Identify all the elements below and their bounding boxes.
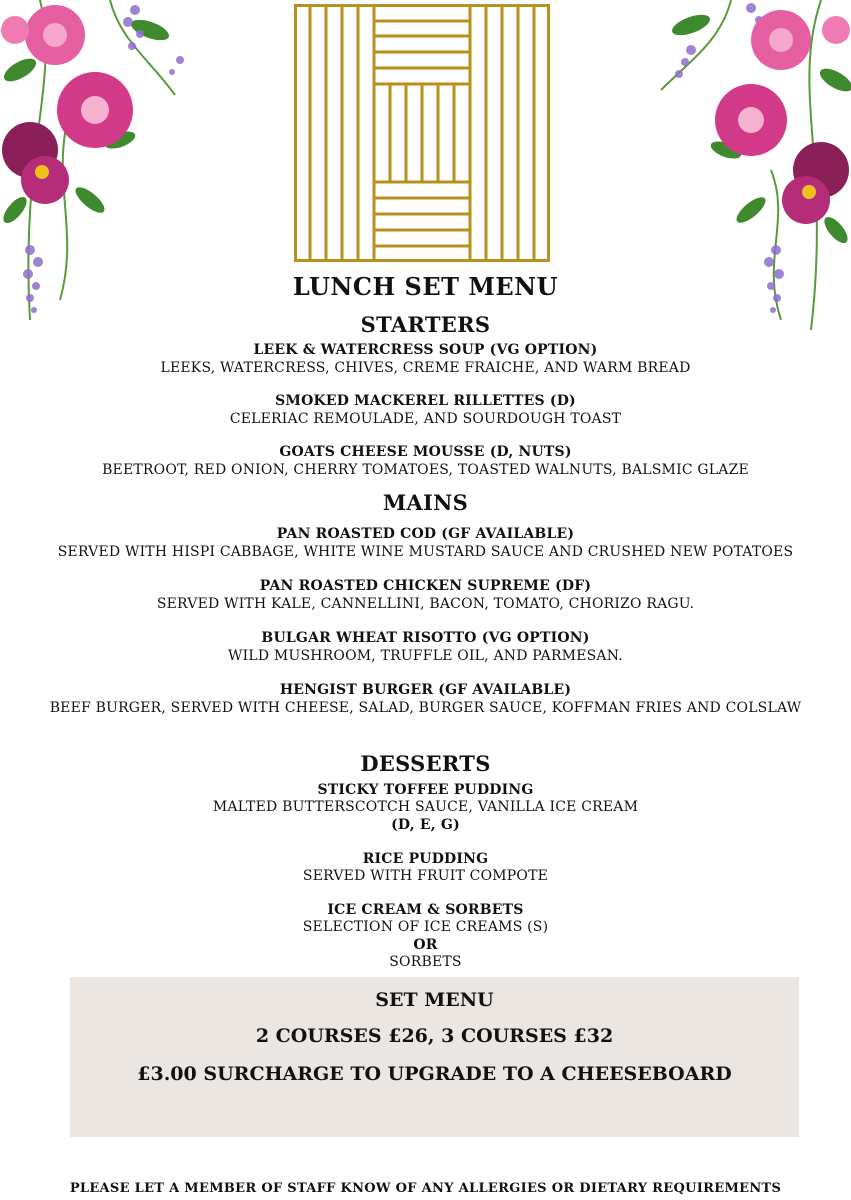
dish-description: CELERIAC REMOULADE, AND SOURDOUGH TOAST: [229, 411, 622, 427]
set-menu-prices: 2 COURSES £26, 3 COURSES £32: [255, 1025, 614, 1047]
set-menu-box: [70, 977, 799, 1137]
dish-description: SERVED WITH KALE, CANNELLINI, BACON, TOMATO, CHORIZO RAGU.: [156, 596, 695, 612]
dish-name: PAN ROASTED COD (GF AVAILABLE): [276, 526, 575, 542]
desserts-heading: DESSERTS: [360, 751, 491, 776]
dish-name: STICKY TOFFEE PUDDING: [317, 782, 534, 798]
set-menu-heading: SET MENU: [375, 989, 494, 1011]
dish-description: WILD MUSHROOM, TRUFFLE OIL, AND PARMESAN.: [228, 648, 623, 664]
set-menu-surcharge: £3.00 SURCHARGE TO UPGRADE TO A CHEESEBOARD: [137, 1063, 732, 1085]
menu-title: LUNCH SET MENU: [292, 272, 559, 301]
dish-description: BEETROOT, RED ONION, CHERRY TOMATOES, TOASTED WALNUTS, BALSMIC GLAZE: [102, 462, 749, 478]
dish-description: SORBETS: [389, 954, 462, 970]
mains-heading: MAINS: [382, 490, 469, 515]
allergen-note: (D, E, G): [391, 817, 460, 833]
dish-name: BULGAR WHEAT RISOTTO (VG OPTION): [261, 630, 590, 646]
dish-description: BEEF BURGER, SERVED WITH CHEESE, SALAD, BURGER SAUCE, KOFFMAN FRIES AND COLSLAW: [49, 700, 802, 716]
dish-name: LEEK & WATERCRESS SOUP (VG OPTION): [253, 342, 598, 358]
dish-description: LEEKS, WATERCRESS, CHIVES, CREME FRAICHE, AND WARM BREAD: [160, 360, 691, 376]
dish-name: GOATS CHEESE MOUSSE (D, NUTS): [279, 444, 572, 460]
dish-name: SMOKED MACKEREL RILLETTES (D): [275, 393, 576, 409]
dish-name: PAN ROASTED CHICKEN SUPREME (DF): [259, 578, 592, 594]
dish-description: SELECTION OF ICE CREAMS (S): [302, 919, 549, 935]
gold-lattice-logo-icon: [294, 4, 550, 262]
dish-name: RICE PUDDING: [362, 851, 489, 867]
dish-description: SERVED WITH HISPI CABBAGE, WHITE WINE MUSTARD SAUCE AND CRUSHED NEW POTATOES: [57, 544, 794, 560]
allergy-footer-note: PLEASE LET A MEMBER OF STAFF KNOW OF ANY ALLERGIES OR DIETARY REQUIREMENTS: [69, 1181, 782, 1196]
dish-name: ICE CREAM & SORBETS: [327, 902, 524, 918]
starters-heading: STARTERS: [360, 312, 491, 337]
dish-name: HENGIST BURGER (GF AVAILABLE): [279, 682, 572, 698]
or-separator: OR: [413, 937, 438, 953]
dish-description: SERVED WITH FRUIT COMPOTE: [302, 868, 549, 884]
dish-description: MALTED BUTTERSCOTCH SAUCE, VANILLA ICE CREAM: [212, 799, 639, 815]
